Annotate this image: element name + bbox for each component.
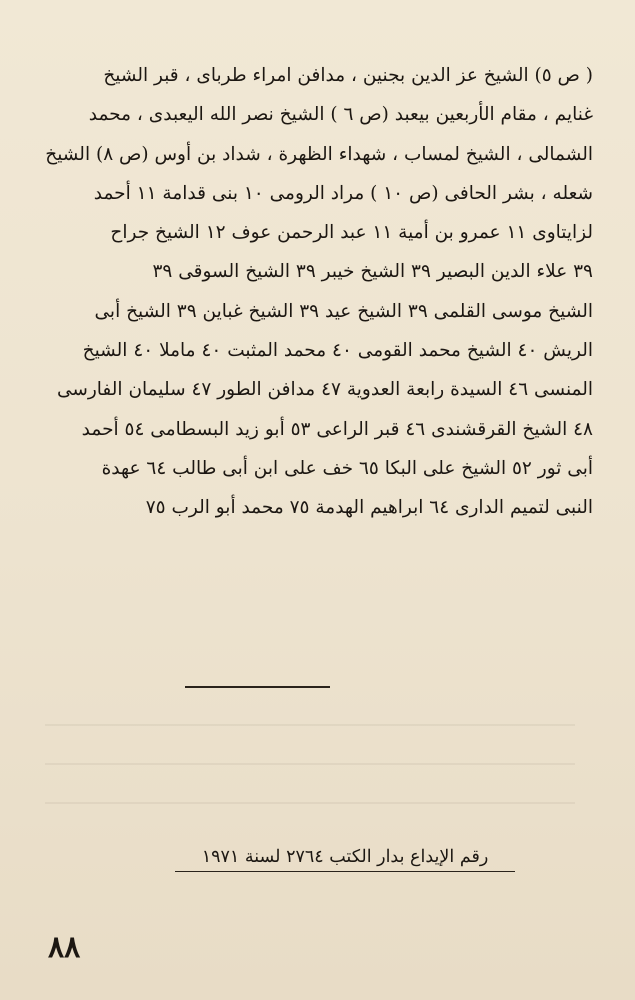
text-line: ( ص ٥) الشيخ عز الدين بجنين ، مدافن امراء طرباى ، قبر الشيخ: [103, 65, 593, 86]
text-line: الريش ٤٠ الشيخ محمد القومى ٤٠ محمد المثبت ٤٠ ماملا ٤٠ الشيخ: [82, 340, 593, 362]
text-line: ٣٩ علاء الدين البصير ٣٩ الشيخ خيبر ٣٩ الشيخ السوقى ٣٩: [152, 261, 593, 283]
page-number: ٨٨: [48, 930, 81, 965]
text-line: النبى لتميم الدارى ٦٤ ابراهيم الهدمة ٧٥ محمد أبو الرب ٧٥: [145, 497, 593, 519]
text-line: الشيخ موسى القلمى ٣٩ الشيخ عيد ٣٩ الشيخ غباين ٣٩ الشيخ أبى: [94, 300, 593, 322]
text-line: المنسى ٤٦ السيدة رابعة العدوية ٤٧ مدافن الطور ٤٧ سليمان الفارسى: [56, 379, 593, 401]
section-divider: [185, 686, 330, 688]
text-line: لزايتاوى ١١ عمرو بن أمية ١١ عبد الرحمن عوف ١٢ الشيخ جراح: [110, 222, 593, 244]
legal-deposit-note: رقم الإيداع بدار الكتب ٢٧٦٤ لسنة ١٩٧١: [175, 845, 515, 872]
text-line: الشمالى ، الشيخ لمساب ، شهداء الظهرة ، شداد بن أوس (ص ٨) الشيخ: [45, 143, 593, 165]
text-line: أبى ثور ٥٢ الشيخ على البكا ٦٥ خف على ابن أبى طالب ٦٤ عهدة: [101, 457, 593, 479]
text-line: ٤٨ الشيخ القرقشندى ٤٦ قبر الراعى ٥٣ أبو زيد البسطامى ٥٤ أحمد: [81, 418, 593, 440]
text-line: شعله ، بشر الحافى (ص ١٠ ) مراد الرومى ١٠ بنى قدامة ١١ أحمد: [93, 182, 593, 204]
index-text-block: [30, 56, 593, 528]
bleed-through-text: [45, 700, 575, 820]
text-line: غنايم ، مقام الأربعين بيعبد (ص ٦ ) الشيخ نصر الله اليعبدى ، محمد: [88, 104, 593, 126]
